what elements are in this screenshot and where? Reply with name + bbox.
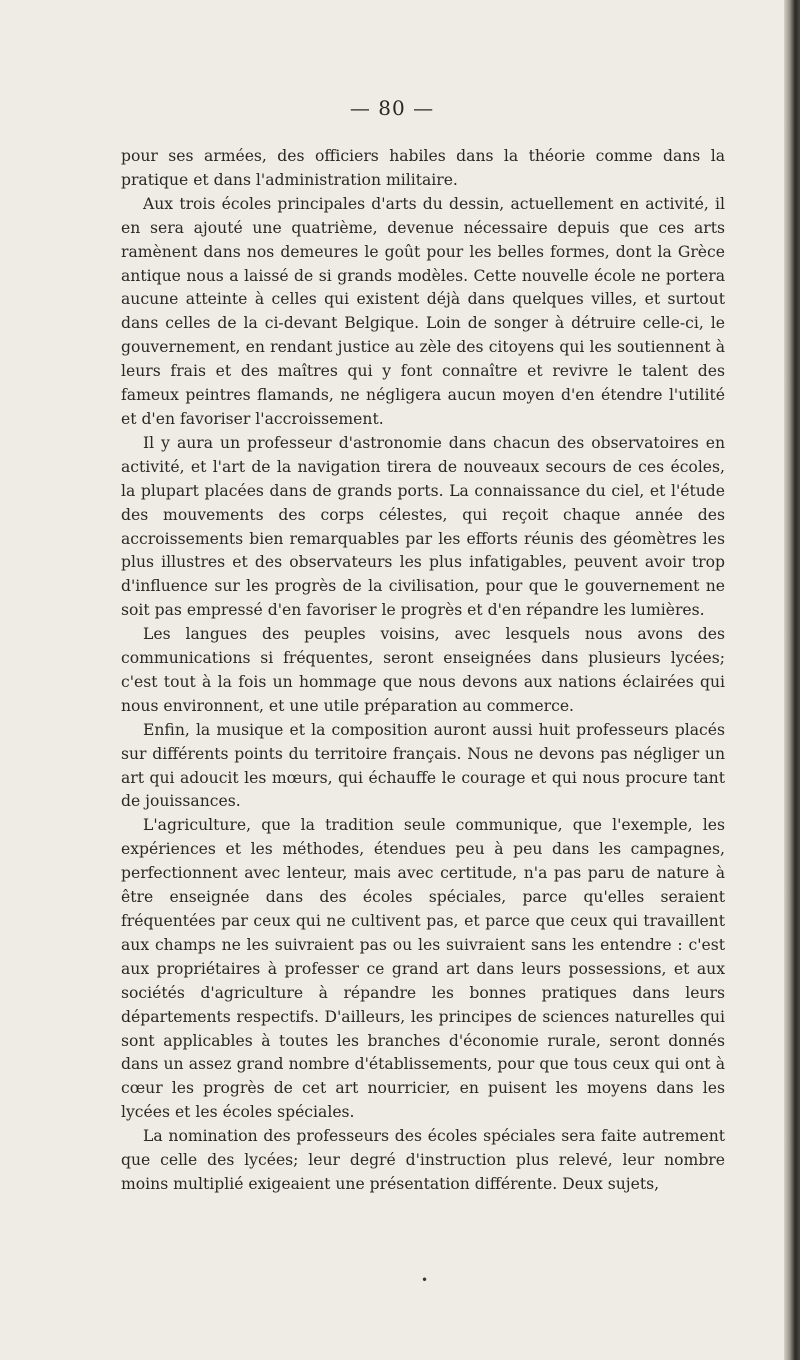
paragraph: Aux trois écoles principales d'arts du dessin, actuellement en activité, il en sera ajouté une quatrième, devenue nécessaire depuis que ces arts ramènent dans nos demeures le goût pour les belles formes, dont la Grèce antique nous a laissé de si grands modèles. Cette nouvelle école ne portera aucune atteinte à celles qui existent déjà dans quelques villes, et surtout dans celles de la ci-devant Belgique. Loin de songer à détruire celle-ci, le gouvernement, en rendant justice au zèle des citoyens qui les soutiennent à leurs frais et des maîtres qui y font connaître et revivre le talent des fameux peintres flamands, ne négligera aucun moyen d'en étendre l'utilité et d'en favoriser l'accroissement. — [121, 194, 725, 428]
paragraph: Enfin, la musique et la composition auront aussi huit professeurs placés sur différents points du territoire français. Nous ne devons pas négliger un art qui adoucit les mœurs, qui échauffe le courage et qui nous procure tant de jouissances. — [121, 720, 725, 811]
ink-speck: • — [421, 1273, 429, 1287]
paragraph: pour ses armées, des officiers habiles dans la théorie comme dans la pratique et dans l'administration militaire. — [121, 147, 725, 189]
page-number: — 80 — — [349, 96, 435, 120]
paragraph: L'agriculture, que la tradition seule communique, que l'exemple, les expériences et les méthodes, étendues peu à peu dans les campagnes, perfectionnent avec lenteur, mais avec certitude, n'a pas paru de nature à être enseignée dans des écoles spéciales, parce qu'elles seraient fréquentées par ceux qui ne cultivent pas, et parce que ceux qui travaillent aux champs ne les suivraient pas ou les suivraient sans les entendre : c'est aux propriétaires à professer ce grand art dans leurs possessions, et aux sociétés d'agriculture à répandre les bonnes pratiques dans leurs départements respectifs. D'ailleurs, les principes de sciences naturelles qui sont applicables à toutes les branches d'économie rurale, seront donnés dans un assez grand nombre d'établissements, pour que tous ceux qui ont à cœur les progrès de cet art nourricier, en puisent les moyens dans les lycées et les écoles spéciales. — [121, 816, 725, 1122]
paragraph: Il y aura un professeur d'astronomie dans chacun des observatoires en activité, et l'art de la navigation tirera de nouveaux secours de ces écoles, la plupart placées dans de grands ports. La connaissance du ciel, et l'étude des mouvements des corps célestes, qui reçoit chaque année des accroissements bien remarquables par les efforts réunis des géomètres les plus illustres et des observateurs les plus infatigables, peuvent avoir trop d'influence sur les progrès de la civilisation, pour que le gouvernement ne soit pas empressé d'en favoriser le progrès et d'en répandre les lumières. — [121, 433, 725, 620]
book-spine-edge — [784, 0, 800, 1360]
paragraph: La nomination des professeurs des écoles spéciales sera faite autrement que celle des lycées; leur degré d'instruction plus relevé, leur nombre moins multiplié exigeaient une présentation différente. Deux sujets, — [121, 1127, 725, 1193]
body-text — [121, 145, 725, 1197]
paragraph: Les langues des peuples voisins, avec lesquels nous avons des communications si fréquentes, seront enseignées dans plusieurs lycées; c'est tout à la fois un hommage que nous devons aux nations éclairées qui nous environnent, et une utile préparation au commerce. — [121, 625, 725, 715]
